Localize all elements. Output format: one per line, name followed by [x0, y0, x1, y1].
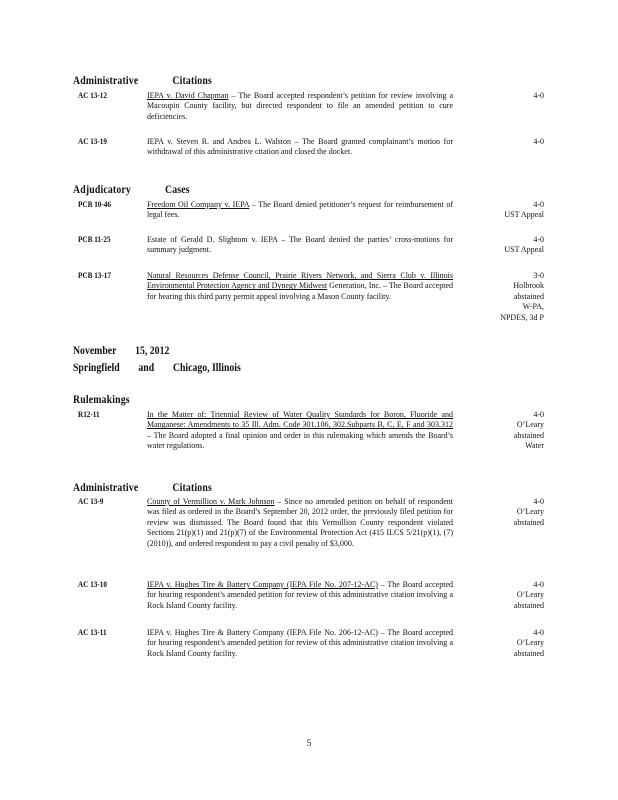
case-description: [147, 497, 453, 549]
section-heading-word-1: Adjudicatory: [73, 184, 131, 196]
vote-note: Holbrook: [513, 281, 544, 291]
vote-column: [464, 580, 544, 611]
case-description: [147, 628, 453, 659]
vote-column: [464, 497, 544, 528]
meeting-city-2: Chicago, Illinois: [172, 362, 241, 374]
case-number: AC 13-11: [78, 628, 107, 637]
vote-column: [464, 91, 544, 101]
section-heading-word-2: Citations: [172, 482, 212, 494]
vote-column: [464, 200, 544, 221]
case-summary: Estate of Gerald D. Slightom v. IEPA – The Board denied the parties’ cross-motions for summary judgment.: [147, 235, 453, 255]
case-summary: – The Board accepted respondent’s petition for review involving a Macoupin County facility, but directed respondent to file an amended petition to cure deficiencies.: [147, 91, 453, 121]
case-description: [147, 410, 453, 452]
vote-column: [464, 137, 544, 147]
meeting-day: 15, 2012: [135, 345, 170, 357]
section-heading-rulemakings: [73, 394, 130, 406]
vote-column: [464, 271, 544, 323]
case-type: UST Appeal: [504, 210, 544, 220]
vote-count: 4-0: [533, 200, 544, 209]
vote-count: 4-0: [533, 497, 544, 506]
case-summary: – Since no amended petition on behalf of respondent was filed as ordered in the Board’s September 20, 2012 order, the previously filed petition for review was dismissed. The Board found that this Vermillion County respondent violated Sections 21(p)(1) and 21(p)(7) of the Environmental Protection Act (415 ILCS 5/21(p)(1), (7) (2010)), and ordered respondent to pay a civil penalty of $3,000.: [147, 497, 453, 548]
case-number: R12-11: [78, 410, 100, 419]
vote-count: 4-0: [533, 628, 544, 637]
meeting-and: and: [138, 362, 155, 374]
case-number: AC 13-19: [78, 137, 107, 146]
case-number: PCB 13-17: [78, 271, 112, 280]
vote-count: 4-0: [533, 235, 544, 244]
case-summary: IEPA v. Hughes Tire & Battery Company (IEPA File No. 206-12-AC) – The Board accepted for hearing respondent’s amended petition for review of this administrative citation involving a Rock Island County facility.: [147, 628, 453, 658]
case-description: [147, 91, 453, 122]
case-number: AC 13-10: [78, 580, 107, 589]
vote-count: 4-0: [533, 580, 544, 589]
case-summary: – The Board denied petitioner’s request for reimbursement of legal fees.: [147, 200, 453, 220]
vote-note: abstained: [513, 600, 544, 610]
section-heading-word-1: Rulemakings: [73, 394, 130, 406]
vote-count: 4-0: [533, 410, 544, 419]
vote-note: abstained: [513, 648, 544, 658]
case-type: Water: [525, 441, 544, 451]
case-caption: IEPA v. Hughes Tire & Battery Company (IEPA File No. 207-12-AC): [147, 580, 378, 589]
case-number: PCB 11-25: [78, 235, 111, 244]
case-summary: – The Board adopted a final opinion and order in this rulemaking which amends the Board’s water regulations.: [147, 430, 453, 451]
case-caption: Natural Resources Defense Council, Prairie Rivers Network, and Sierra Club v. Illinois Environmental Protection Agency and Dynegy Midwest: [147, 271, 453, 291]
page-number: 5: [306, 738, 312, 748]
case-summary: Generation, Inc. – The Board accepted for hearing this third party permit appeal involving a Mason County facility.: [147, 281, 454, 301]
meeting-city-1: Springfield: [73, 362, 120, 374]
case-description: [147, 137, 453, 158]
case-number: AC 13-9: [78, 497, 104, 506]
vote-note: O’Leary: [516, 420, 544, 430]
vote-count: 3-0: [533, 271, 544, 280]
case-summary: IEPA v. Steven R. and Andrea L. Walston – The Board granted complainant’s motion for withdrawal of this administrative citation and closed the docket.: [147, 137, 453, 157]
case-type: NPDES, 3d P: [500, 312, 544, 322]
section-heading-word-2: Cases: [164, 184, 190, 196]
case-caption: IEPA v. David Chapman: [147, 91, 229, 100]
section-heading-administrative-citations: [73, 482, 212, 494]
section-heading-word-1: Administrative: [73, 75, 139, 87]
vote-count: 4-0: [533, 137, 544, 146]
section-heading-adjudicatory-cases: [73, 184, 190, 196]
case-number: AC 13-12: [78, 91, 107, 100]
meeting-month: November: [73, 345, 117, 357]
vote-count: 4-0: [533, 91, 544, 100]
vote-column: [464, 628, 544, 659]
case-type: W-PA,: [522, 302, 544, 312]
case-caption: County of Vermillion v. Mark Johnson: [147, 497, 275, 506]
vote-note: O’Leary: [516, 638, 544, 648]
vote-note: abstained: [513, 517, 544, 527]
vote-note: O’Leary: [516, 590, 544, 600]
vote-note: O’Leary: [516, 507, 544, 517]
case-description: [147, 235, 453, 256]
section-heading-word-1: Administrative: [73, 482, 139, 494]
case-caption: Freedom Oil Company v. IEPA: [147, 200, 250, 209]
vote-note: abstained: [513, 430, 544, 440]
vote-column: [464, 410, 544, 452]
vote-column: [464, 235, 544, 256]
case-type: UST Appeal: [504, 245, 544, 255]
case-description: [147, 200, 453, 221]
meeting-date-location: [73, 343, 241, 377]
section-heading-word-2: Citations: [172, 75, 212, 87]
case-summary: – The Board accepted for hearing respondent’s amended petition for review of this administrative citation involving a Rock Island County facility.: [147, 580, 453, 610]
case-number: PCB 10-46: [78, 200, 112, 209]
section-heading-administrative-citations: [73, 75, 212, 87]
case-description: [147, 271, 453, 302]
case-caption: In the Matter of: Triennial Review of Water Quality Standards for Boron, Fluoride and Manganese: Amendments to 35 Ill. Adm. Code 301.106, 302.Subparts B, C, E, F and 303.312: [147, 410, 453, 430]
vote-note: abstained: [513, 291, 544, 301]
case-description: [147, 580, 453, 611]
